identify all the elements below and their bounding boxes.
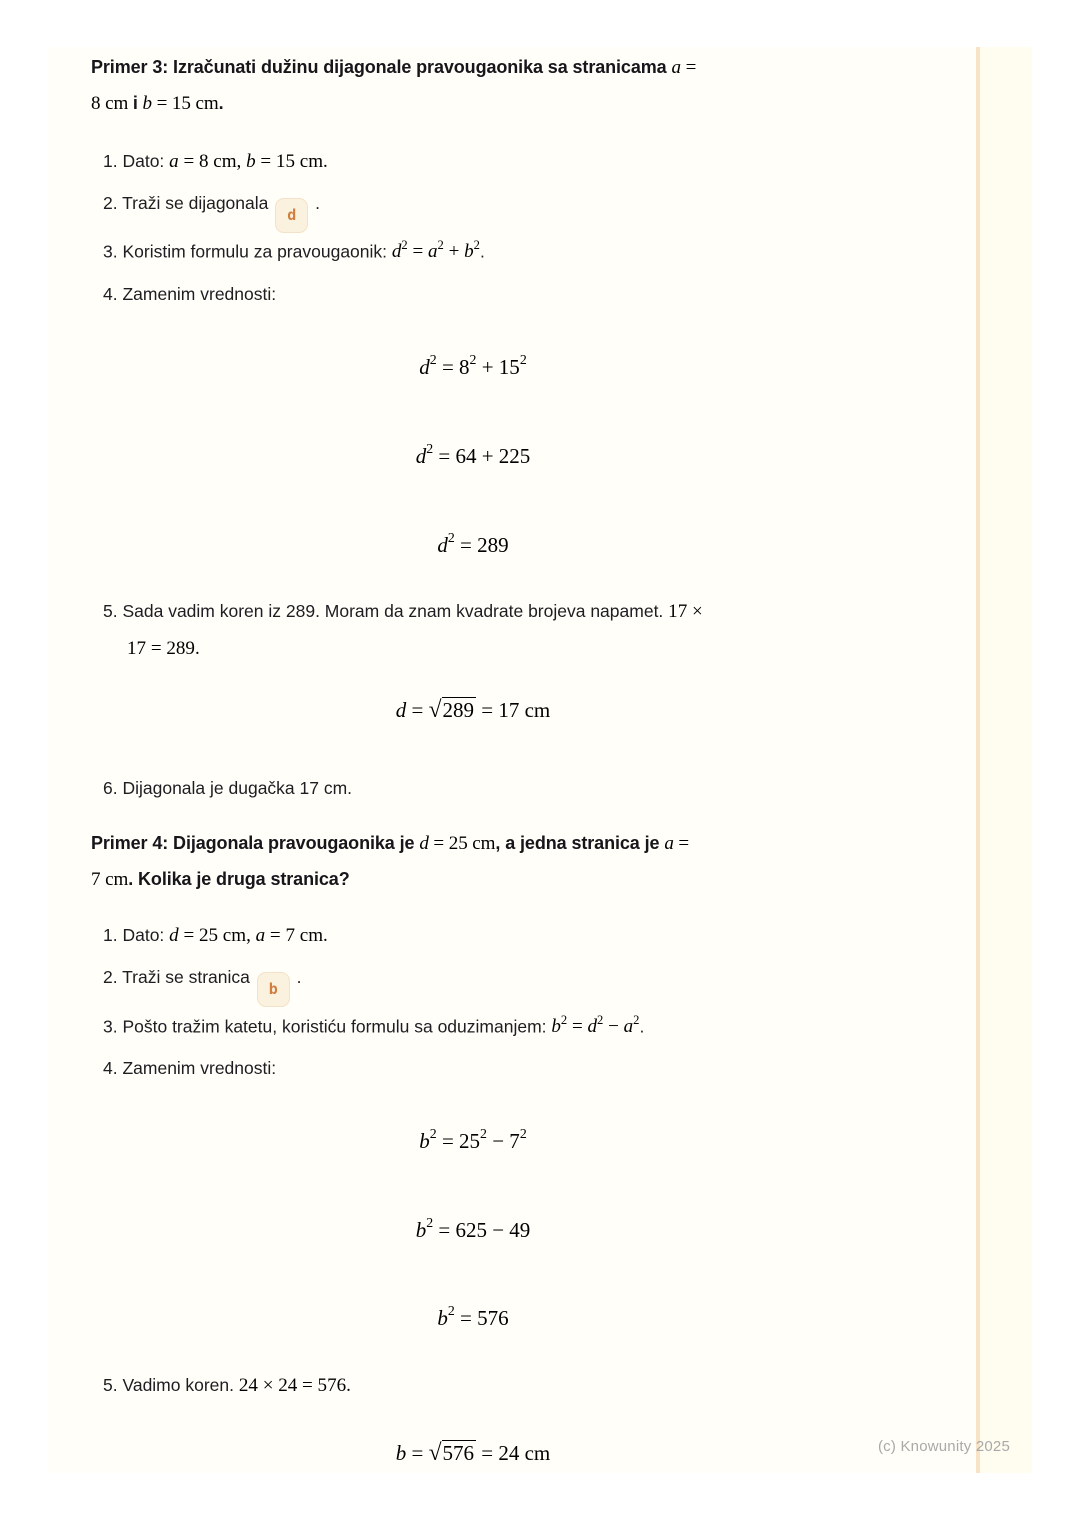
math-text: = 7 cm. bbox=[265, 925, 328, 946]
example4-step-2 bbox=[103, 966, 302, 998]
formula-b2-576 bbox=[91, 1299, 855, 1332]
example4-title-text: Primer 4: Dijagonala pravougaonika je bbox=[91, 833, 420, 853]
step-text: 2. Traži se stranica bbox=[103, 967, 255, 987]
step-text: 5. Sada vadim koren iz 289. Moram da znam kvadrate brojeva napamet. bbox=[103, 601, 669, 621]
math-var-a: a bbox=[255, 925, 266, 946]
step-text: . bbox=[639, 1016, 645, 1037]
example4-title-line2 bbox=[91, 868, 350, 891]
math-var-a: a bbox=[671, 57, 681, 78]
math-text: = 15 cm. bbox=[255, 151, 328, 172]
math-text: = 289 bbox=[454, 533, 509, 557]
math-var-b: b bbox=[551, 1016, 561, 1038]
math-var-d: d bbox=[415, 444, 427, 468]
math-text: = 25 cm, bbox=[178, 925, 256, 946]
math-text: = bbox=[406, 1441, 429, 1465]
math-var-d: d bbox=[587, 1016, 598, 1038]
exponent: 2 bbox=[437, 237, 444, 252]
math-text: = 625 − 49 bbox=[433, 1218, 531, 1242]
math-var-a: a bbox=[664, 833, 674, 854]
right-margin-strip bbox=[980, 47, 1032, 1473]
example3-step-5-line2 bbox=[127, 637, 200, 660]
math-var-d: d bbox=[391, 241, 402, 263]
copyright-watermark: (c) Knowunity 2025 bbox=[877, 1438, 1010, 1455]
math-text: 8 cm bbox=[91, 93, 133, 114]
step-text: 4. Zamenim vrednosti: bbox=[103, 284, 277, 304]
radical-sign: √ bbox=[428, 1440, 442, 1466]
math-text: = bbox=[680, 57, 697, 78]
math-text: = bbox=[407, 241, 429, 263]
variable-chip-d: d bbox=[275, 198, 308, 233]
formula-b2-625-49 bbox=[91, 1211, 855, 1244]
example4-step-4 bbox=[103, 1057, 276, 1080]
math-var-b: b bbox=[419, 1129, 430, 1153]
example3-title-line1 bbox=[91, 56, 696, 79]
exponent: 2 bbox=[401, 237, 408, 252]
math-var-d: d bbox=[419, 833, 429, 854]
math-text: = 8 cm, bbox=[178, 151, 247, 172]
radical-sign: √ bbox=[428, 697, 442, 723]
math-var-d: d bbox=[437, 533, 448, 557]
math-var-b: b bbox=[137, 93, 152, 114]
example4-step-3 bbox=[103, 1010, 644, 1038]
step-text: 2. Traži se dijagonala bbox=[103, 193, 274, 213]
step-text: 5. Vadimo koren. bbox=[103, 1375, 239, 1395]
example3-title-text: i bbox=[132, 93, 138, 113]
math-var-a: a bbox=[169, 151, 179, 172]
math-text: = bbox=[406, 698, 429, 722]
math-var-d: d bbox=[169, 925, 179, 946]
math-var-d: d bbox=[395, 698, 407, 722]
math-text: = bbox=[673, 833, 690, 854]
step-text: . bbox=[479, 241, 485, 262]
math-text: 24 × 24 = 576. bbox=[238, 1375, 351, 1396]
exponent: 2 bbox=[473, 237, 480, 252]
radicand: 576 bbox=[442, 1441, 474, 1465]
exponent: 2 bbox=[447, 1303, 455, 1319]
formula-b-sqrt576 bbox=[91, 1440, 855, 1467]
step-text: 3. Pošto tražim katetu, koristiću formulu sa oduzimanjem: bbox=[103, 1016, 552, 1037]
step-text: 1. Dato: bbox=[103, 151, 170, 171]
math-var-b: b bbox=[464, 241, 474, 263]
math-text: + 15 bbox=[476, 355, 520, 379]
step-text: 6. Dijagonala je dugačka 17 cm. bbox=[103, 778, 353, 798]
math-text: = 24 cm bbox=[476, 1441, 551, 1465]
math-var-d: d bbox=[419, 355, 430, 379]
exponent: 2 bbox=[469, 352, 477, 368]
example3-step-6 bbox=[103, 777, 352, 800]
math-var-b: b bbox=[437, 1306, 448, 1330]
document-page bbox=[48, 47, 1032, 1473]
example3-step-4 bbox=[103, 283, 276, 306]
math-var-a: a bbox=[623, 1016, 634, 1038]
example3-step-1 bbox=[103, 150, 328, 173]
exponent: 2 bbox=[429, 352, 437, 368]
math-text: 17 = 289. bbox=[127, 638, 200, 659]
exponent: 2 bbox=[480, 1126, 487, 1142]
math-text: 17 × bbox=[668, 601, 703, 622]
example4-step-1 bbox=[103, 924, 328, 947]
step-text: 4. Zamenim vrednosti: bbox=[103, 1058, 277, 1078]
math-text: + bbox=[443, 241, 465, 263]
math-var-b: b bbox=[415, 1218, 427, 1242]
exponent: 2 bbox=[426, 1215, 434, 1231]
example3-step-3 bbox=[103, 235, 485, 263]
exponent: 2 bbox=[633, 1012, 640, 1027]
math-text: − bbox=[603, 1016, 624, 1038]
math-var-b: b bbox=[395, 1441, 407, 1465]
step-text: 1. Dato: bbox=[103, 925, 170, 945]
example3-title-line2 bbox=[91, 92, 223, 115]
step-text: 3. Koristim formulu za pravougaonik: bbox=[103, 241, 392, 262]
formula-d2-64-225 bbox=[91, 437, 855, 470]
math-text: = bbox=[567, 1016, 588, 1038]
example3-title-text: Primer 3: Izračunati dužinu dijagonale pravougaonika sa stranicama bbox=[91, 57, 672, 77]
exponent: 2 bbox=[447, 530, 455, 546]
math-text: = 15 cm bbox=[151, 93, 219, 114]
step-text: . bbox=[310, 193, 321, 213]
variable-chip-b: b bbox=[257, 972, 290, 1007]
exponent: 2 bbox=[519, 1126, 527, 1142]
step-text: . bbox=[291, 967, 302, 987]
exponent: 2 bbox=[519, 352, 527, 368]
math-text: = 25 bbox=[436, 1129, 481, 1153]
example4-title-line1 bbox=[91, 832, 689, 855]
exponent: 2 bbox=[597, 1012, 604, 1027]
formula-b2-25-7 bbox=[91, 1122, 855, 1155]
exponent: 2 bbox=[429, 1126, 437, 1142]
math-text: = 64 + 225 bbox=[433, 444, 531, 468]
example3-step-2 bbox=[103, 192, 321, 224]
title-period: . bbox=[218, 93, 224, 113]
math-text: = 17 cm bbox=[476, 698, 551, 722]
radicand: 289 bbox=[442, 698, 474, 722]
math-text: − 7 bbox=[486, 1129, 520, 1153]
math-text: 7 cm bbox=[91, 869, 129, 890]
formula-d2-289 bbox=[91, 526, 855, 559]
exponent: 2 bbox=[426, 441, 434, 457]
example4-title-text: , a jedna stranica je bbox=[495, 833, 665, 853]
math-var-a: a bbox=[428, 241, 438, 263]
math-text: = 576 bbox=[454, 1306, 509, 1330]
math-var-b: b bbox=[246, 151, 256, 172]
example4-title-text: . Kolika je druga stranica? bbox=[128, 869, 350, 889]
example4-step-5 bbox=[103, 1374, 351, 1397]
formula-d2-8-15 bbox=[91, 348, 855, 381]
formula-d-sqrt289 bbox=[91, 697, 855, 724]
math-text: = 25 cm bbox=[428, 833, 496, 854]
exponent: 2 bbox=[560, 1012, 568, 1027]
right-divider-line bbox=[976, 47, 980, 1473]
math-text: = 8 bbox=[436, 355, 470, 379]
example3-step-5-line1 bbox=[103, 600, 703, 623]
